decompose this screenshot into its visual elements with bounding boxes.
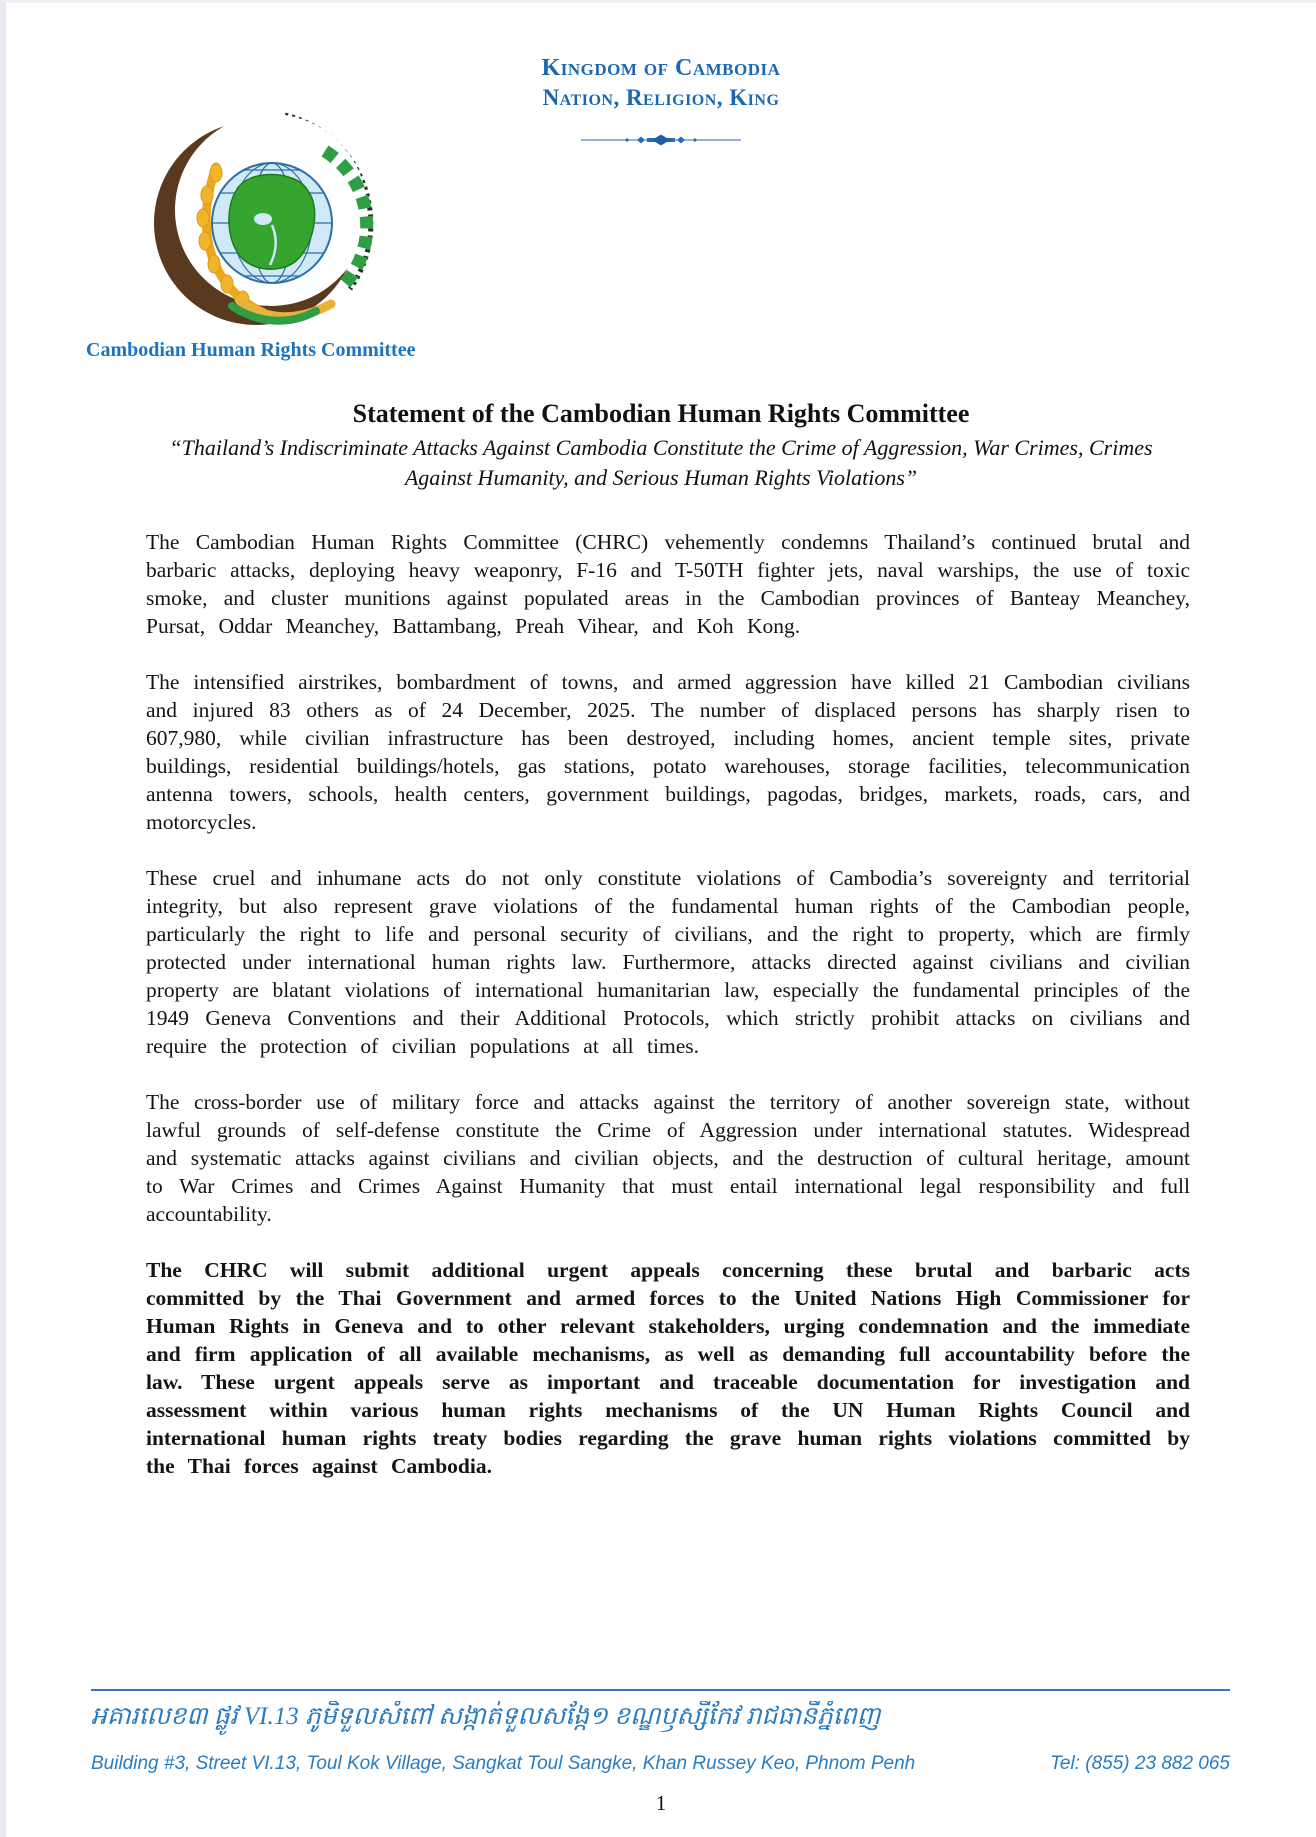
kingdom-title: Kingdom of Cambodia: [541, 55, 781, 81]
motto-line: Nation, Religion, King: [542, 85, 780, 110]
paragraph-2: The intensified airstrikes, bombardment of towns, and armed aggression have killed 21 Cambodian civilians and injured 83 others as of 24 December, 2025. The number of displaced persons has sharply risen to 607,980, while civilian infrastructure has been destroyed, including homes, ancient temple sites, private buildings, residential buildings/hotels, gas stations, potato warehouses, storage facilities, telecommunication antenna towers, schools, health centers, government buildings, pagodas, bridges, markets, roads, cars, and motorcycles.: [146, 670, 1190, 834]
statement-body: [6, 526, 1316, 1480]
paragraph-3: These cruel and inhumane acts do not only constitute violations of Cambodia’s sovereignty and territorial integrity, but also represent grave violations of the fundamental human rights of the Cambodian people, particularly the right to life and personal security of civilians, and the right to property, which are firmly protected under international human rights law. Furthermore, attacks directed against civilians and civilian property are blatant violations of international humanitarian law, especially the fundamental principles of the 1949 Geneva Conventions and their Additional Protocols, which strictly prohibit attacks on civilians and require the protection of civilian populations at all times.: [146, 866, 1190, 1058]
organization-name: Cambodian Human Rights Committee: [86, 339, 416, 361]
paragraph-5-urgent-appeals: The CHRC will submit additional urgent appeals concerning these brutal and barbaric acts committed by the Thai Government and armed forces to the United Nations High Commissioner for Human Rights in Geneva and to other relevant stakeholders, urging condemnation and the immediate and firm application of all available mechanisms, as well as demanding full accountability before the law. These urgent appeals serve as important and traceable documentation for investigation and assessment within various human rights mechanisms of the UN Human Rights Council and international human rights treaty bodies regarding the grave human rights violations committed by the Thai forces against Cambodia.: [146, 1258, 1190, 1478]
document-header: [6, 3, 1316, 526]
paragraph-4: The cross-border use of military force and attacks against the territory of another sovereign state, without lawful grounds of self-defense constitute the Crime of Aggression under international statutes. Widespread and systematic attacks against civilians and civilian objects, and the destruction of cultural heritage, amount to War Crimes and Crimes Against Humanity that must entail international legal responsibility and full accountability.: [146, 1090, 1190, 1226]
footer-contact-row: [91, 1753, 1230, 1775]
footer-address-khmer: អគារលេខ៣ ផ្លូវ VI.13 ភូមិទួលសំពៅ សង្កាត់ទួលសង្កែ១ ខណ្ឌឫស្សីកែវ រាជធានីភ្នំពេញ: [91, 1703, 881, 1730]
page-number: 1: [655, 1791, 667, 1815]
paragraph-1: The Cambodian Human Rights Committee (CHRC) vehemently condemns Thailand’s continued brutal and barbaric attacks, deploying heavy weaponry, F-16 and T-50TH fighter jets, naval warships, the use of toxic smoke, and cluster munitions against populated areas in the Cambodian provinces of Banteay Meanchey, Pursat, Oddar Meanchey, Battambang, Preah Vihear, and Koh Kong.: [146, 530, 1190, 638]
footer-divider: [91, 1689, 1230, 1691]
footer-address-english: Building #3, Street VI.13, Toul Kok Village, Sangkat Toul Sangke, Khan Russey Keo, Phnom Penh: [91, 1753, 916, 1774]
footer-telephone: Tel: (855) 23 882 065: [1050, 1753, 1230, 1774]
statement-title: Statement of the Cambodian Human Rights Committee: [352, 399, 970, 428]
statement-subtitle: “Thailand’s Indiscriminate Attacks Against Cambodia Constitute the Crime of Aggression, War Crimes, Crimes Against Humanity, and Serious Human Rights Violations”: [169, 435, 1153, 490]
chrc-globe-wheat-emblem-icon: [144, 95, 394, 345]
